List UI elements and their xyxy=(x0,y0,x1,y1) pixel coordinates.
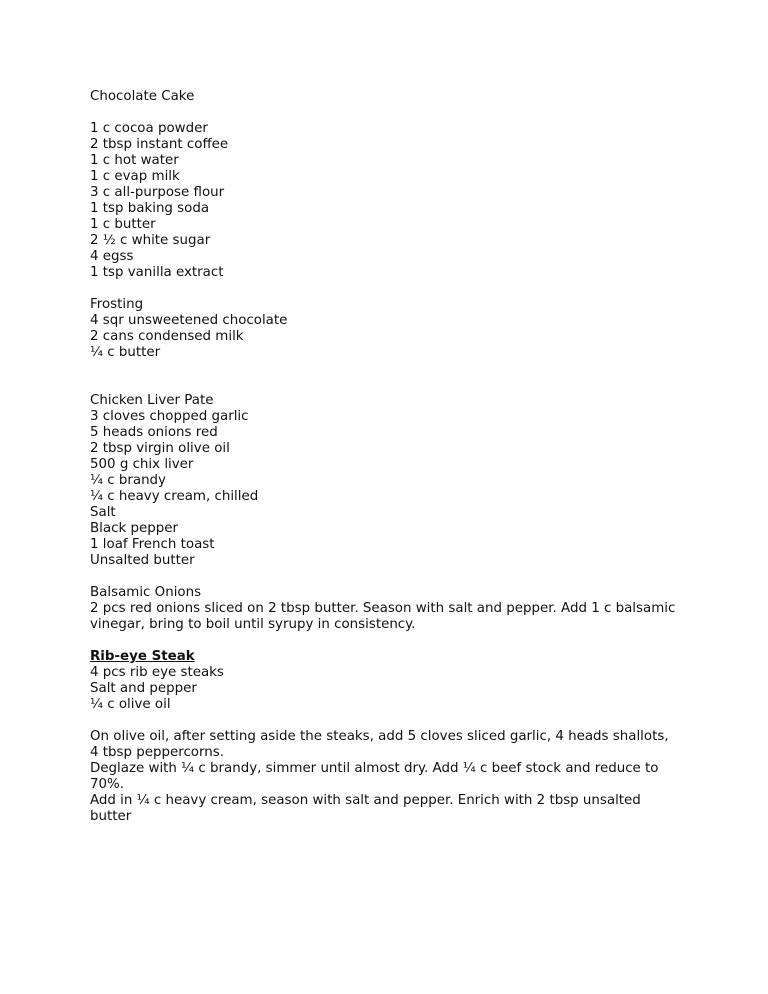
ingredient-line: ¼ c butter xyxy=(90,345,161,360)
ingredient-line: 2 cans condensed milk xyxy=(90,329,244,344)
ingredient-line: 5 heads onions red xyxy=(90,425,218,440)
frosting-title: Frosting xyxy=(90,297,144,312)
chocolate-cake-title: Chocolate Cake xyxy=(90,89,195,104)
ingredient-line: ¼ c olive oil xyxy=(90,697,171,712)
ingredient-line: 2 ½ c white sugar xyxy=(90,233,211,248)
spacer xyxy=(90,377,690,393)
balsamic-onions-title: Balsamic Onions xyxy=(90,585,202,600)
instruction-paragraph: Deglaze with ¼ c brandy, simmer until almost dry. Add ¼ c beef stock and reduce to 70%. xyxy=(90,761,659,792)
ingredient-line: Unsalted butter xyxy=(90,553,195,568)
chicken-liver-pate-ingredients xyxy=(90,409,690,569)
ingredient-line: ¼ c heavy cream, chilled xyxy=(90,489,259,504)
chicken-liver-pate-title: Chicken Liver Pate xyxy=(90,393,214,408)
ingredient-line: 2 tbsp instant coffee xyxy=(90,137,229,152)
spacer xyxy=(90,569,690,585)
ingredient-line: 2 tbsp virgin olive oil xyxy=(90,441,230,456)
ingredient-line: 1 c hot water xyxy=(90,153,179,168)
ingredient-line: 1 c butter xyxy=(90,217,156,232)
ingredient-line: Salt xyxy=(90,505,116,520)
ingredient-line: 4 egss xyxy=(90,249,134,264)
spacer xyxy=(90,361,690,377)
ingredient-line: 3 cloves chopped garlic xyxy=(90,409,249,424)
ingredient-line: 3 c all-purpose flour xyxy=(90,185,225,200)
ingredient-line: Salt and pepper xyxy=(90,681,197,696)
rib-eye-steak-title: Rib-eye Steak xyxy=(90,649,195,664)
spacer xyxy=(90,105,690,121)
ingredient-line: ¼ c brandy xyxy=(90,473,166,488)
spacer xyxy=(90,281,690,297)
ingredient-line: Black pepper xyxy=(90,521,178,536)
ingredient-line: 1 c cocoa powder xyxy=(90,121,208,136)
chocolate-cake-ingredients xyxy=(90,121,690,281)
instruction-paragraph: Add in ¼ c heavy cream, season with salt and pepper. Enrich with 2 tbsp unsalted butter xyxy=(90,793,641,824)
ingredient-line: 4 sqr unsweetened chocolate xyxy=(90,313,288,328)
frosting-ingredients xyxy=(90,313,690,361)
ingredient-line: 1 loaf French toast xyxy=(90,537,215,552)
spacer xyxy=(90,713,690,729)
ingredient-line: 4 pcs rib eye steaks xyxy=(90,665,224,680)
spacer xyxy=(90,633,690,649)
ingredient-line: 1 tsp vanilla extract xyxy=(90,265,224,280)
rib-eye-steak-instructions xyxy=(90,729,690,825)
instruction-paragraph: On olive oil, after setting aside the steaks, add 5 cloves sliced garlic, 4 heads shallots, 4 tbsp peppercorns. xyxy=(90,729,669,760)
ingredient-line: 500 g chix liver xyxy=(90,457,194,472)
document-page xyxy=(90,89,690,825)
ingredient-line: 1 c evap milk xyxy=(90,169,180,184)
ingredient-line: 1 tsp baking soda xyxy=(90,201,210,216)
rib-eye-steak-ingredients xyxy=(90,665,690,713)
balsamic-onions-instructions: 2 pcs red onions sliced on 2 tbsp butter. Season with salt and pepper. Add 1 c balsamic vinegar, bring to boil until syrupy in consistency. xyxy=(90,601,676,632)
